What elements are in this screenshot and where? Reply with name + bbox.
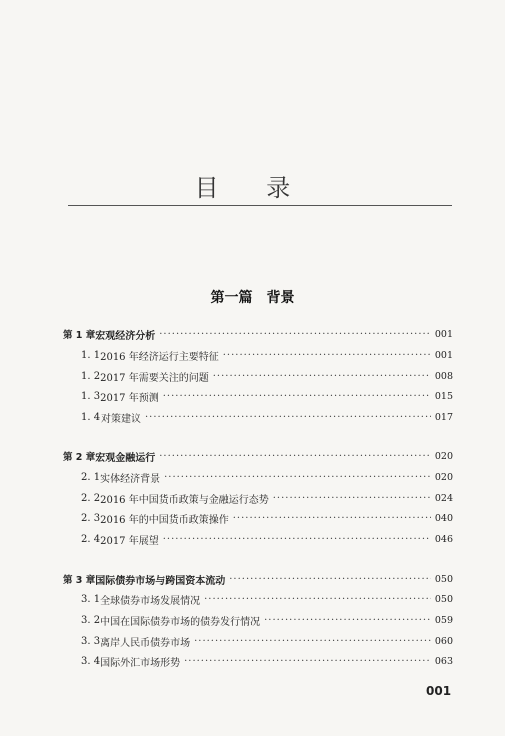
section-number: 3. 3: [81, 635, 101, 647]
dot-leader: [184, 656, 431, 667]
dot-leader: [233, 513, 431, 524]
section-number: 2. 2: [81, 492, 101, 504]
title-rule: [68, 205, 452, 206]
toc-section-1-4[interactable]: [63, 409, 453, 425]
chapter-number: 第 2 章: [63, 452, 96, 463]
toc-section-3-2[interactable]: [63, 612, 453, 628]
page-ref: 015: [434, 390, 453, 402]
page-ref: 017: [434, 411, 453, 423]
part-heading: 第一篇 背景: [210, 290, 295, 306]
dot-leader: [273, 493, 431, 504]
chapter-title: 宏观经济分析: [95, 330, 156, 342]
section-title: 离岸人民币债券市场: [100, 637, 191, 649]
section-title: 2017 年需要关注的问题: [100, 372, 209, 384]
dot-leader: [164, 472, 431, 483]
page-ref: 008: [434, 370, 453, 382]
dot-leader: [163, 391, 431, 402]
toc-section-2-3[interactable]: [63, 510, 453, 526]
section-number: 3. 2: [81, 614, 101, 626]
chapter-number: 第 3 章: [63, 575, 96, 586]
page-ref: 046: [434, 533, 453, 545]
dot-leader: [264, 615, 431, 626]
toc-section-1-3[interactable]: [63, 388, 453, 404]
section-number: 3. 4: [81, 655, 101, 667]
toc-chapter-3[interactable]: [63, 571, 453, 587]
toc-section-2-4[interactable]: [63, 531, 453, 547]
dot-leader: [159, 329, 431, 340]
section-number: 1. 1: [81, 349, 101, 361]
dot-leader: [194, 636, 431, 647]
section-title: 2016 年经济运行主要特征: [100, 351, 219, 363]
page-ref: 040: [434, 512, 453, 524]
chapter-number: 第 1 章: [63, 330, 96, 341]
page-ref: 020: [434, 450, 453, 462]
page-ref: 060: [434, 635, 453, 647]
section-title: 对策建议: [101, 413, 141, 425]
dot-leader: [163, 534, 431, 545]
dot-leader: [223, 350, 431, 361]
section-number: 1. 3: [81, 390, 101, 402]
toc-section-1-2[interactable]: [63, 368, 453, 384]
dot-leader: [145, 412, 431, 423]
page-ref: 059: [434, 614, 453, 626]
page-ref: 020: [434, 471, 453, 483]
dot-leader: [213, 371, 431, 382]
section-title: 2017 年展望: [100, 535, 159, 547]
section-number: 2. 4: [81, 533, 101, 545]
page-ref: 024: [434, 492, 453, 504]
section-title: 中国在国际债券市场的债券发行情况: [100, 616, 261, 628]
section-number: 2. 1: [81, 471, 101, 483]
toc-section-3-1[interactable]: [63, 591, 453, 607]
section-number: 1. 2: [81, 370, 101, 382]
section-number: 1. 4: [81, 411, 101, 423]
toc-section-2-1[interactable]: [63, 469, 453, 485]
section-number: 3. 1: [81, 593, 101, 605]
dot-leader: [159, 451, 431, 462]
toc-section-3-3[interactable]: [63, 633, 453, 649]
page-ref: 001: [434, 328, 453, 340]
chapter-title: 宏观金融运行: [95, 452, 156, 464]
page-number: 001: [426, 684, 452, 698]
dot-leader: [229, 574, 431, 585]
section-title: 2016 年的中国货币政策操作: [100, 514, 229, 526]
page-ref: 050: [434, 573, 453, 585]
page-ref: 001: [434, 349, 453, 361]
page-title: 目 录: [194, 174, 311, 202]
dot-leader: [204, 594, 431, 605]
page-ref: 050: [434, 593, 453, 605]
section-number: 2. 3: [81, 512, 101, 524]
chapter-title: 国际债券市场与跨国资本流动: [95, 575, 226, 587]
section-title: 实体经济背景: [100, 473, 161, 485]
page-ref: 063: [434, 655, 453, 667]
toc-section-2-2[interactable]: [63, 490, 453, 506]
section-title: 全球债券市场发展情况: [100, 595, 201, 607]
toc-chapter-1[interactable]: [63, 326, 453, 342]
section-title: 2017 年预测: [100, 392, 159, 404]
section-title: 国际外汇市场形势: [100, 657, 181, 669]
toc-chapter-2[interactable]: [63, 448, 453, 464]
toc-section-3-4[interactable]: [63, 653, 453, 669]
section-title: 2016 年中国货币政策与金融运行态势: [100, 494, 269, 506]
toc-section-1-1[interactable]: [63, 347, 453, 363]
